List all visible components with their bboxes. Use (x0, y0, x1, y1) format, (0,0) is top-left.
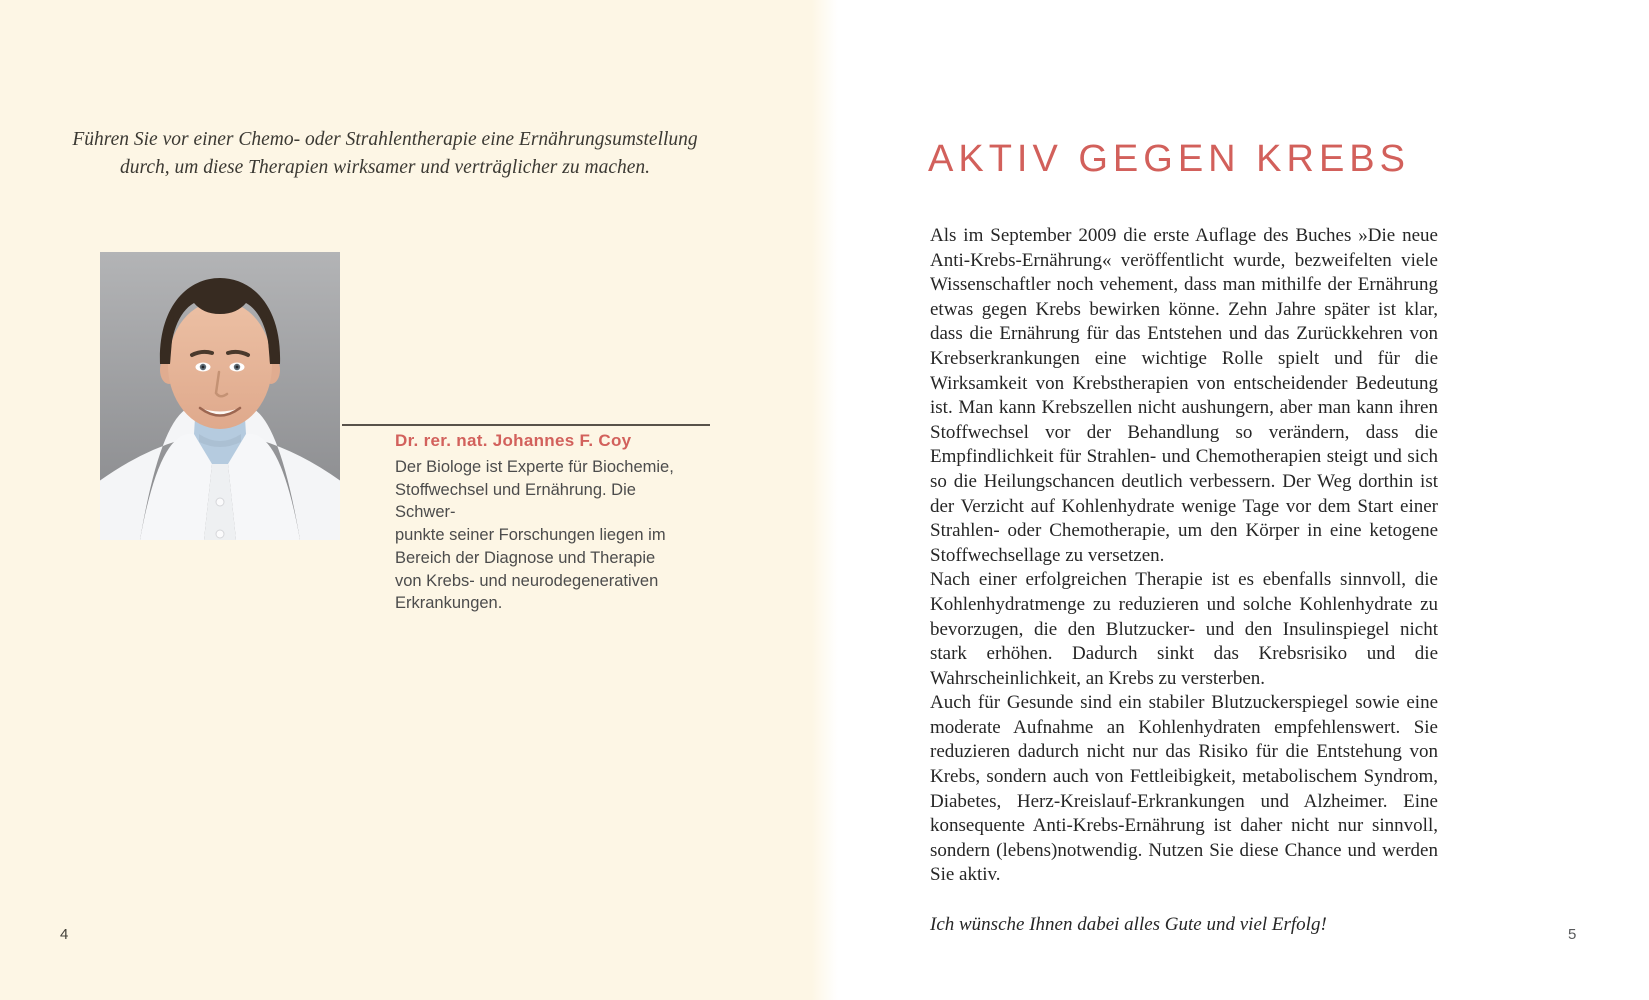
author-bio-line: von Krebs- und neurodegenerativen (395, 571, 659, 590)
page-number-right: 5 (1568, 926, 1577, 943)
author-name: Dr. rer. nat. Johannes F. Coy (395, 431, 632, 450)
chapter-paragraph: Nach einer erfolgreichen Therapie ist es ebenfalls sinnvoll, die Kohlenhydratmenge zu reduzieren und solche Kohlenhydrate zu bevorzugen, die den Blutzucker- und den Insulinspiegel nicht stark erhöhen. Dadurch sinkt das Krebsrisiko und die Wahrscheinlichkeit, an Krebs zu versterben. (930, 569, 1438, 689)
intro-quote: Führen Sie vor einer Chemo- oder Strahlentherapie eine Ernährungsumstellung durch, um diese Therapien wirksamer und verträglicher zu machen. (72, 129, 698, 178)
divider-line (342, 424, 710, 426)
author-bio-line: Erkrankungen. (395, 594, 503, 613)
author-bio-line: Stoffwechsel und Ernährung. Die Schwer- (395, 480, 636, 522)
page-gutter (812, 0, 838, 1000)
author-bio-line: Der Biologe ist Experte für Biochemie, (395, 458, 674, 476)
chapter-paragraph: Auch für Gesunde sind ein stabiler Blutzuckerspiegel sowie eine moderate Aufnahme an Kohlenhydraten empfehlenswert. Sie reduzieren dadurch nicht nur das Risiko für die Entstehung von Krebs, sondern auch von Fettleibigkeit, metabolischem Syndrom, Diabetes, Herz-Kreislauf-Erkrankungen und Alzheimer. Eine konsequente Anti-Krebs-Ernährung ist daher nicht nur sinnvoll, sondern (lebens)notwendig. Nutzen Sie diese Chance und werden Sie aktiv. (930, 692, 1438, 886)
author-bio (395, 456, 695, 615)
portrait-illustration (100, 252, 340, 540)
closing-line: Ich wünsche Ihnen dabei alles Gute und viel Erfolg! (930, 914, 1327, 936)
page-number-left: 4 (60, 926, 69, 943)
chapter-title: AKTIV GEGEN KREBS (928, 138, 1410, 180)
chapter-body (930, 224, 1438, 938)
author-bio-line: punkte seiner Forschungen liegen im (395, 526, 666, 545)
chapter-paragraph: Als im September 2009 die erste Auflage des Buches »Die neue Anti-Krebs-Ernährung« veröffentlicht wurde, bezweifelten viele Wissenschaftler noch vehement, dass man mithilfe der Ernährung etwas gegen Krebs bewirken könne. Zehn Jahre später ist klar, dass die Ernährung für das Entstehen und das Zurückkehren von Krebserkrankungen eine wichtige Rolle spielt und für die Wirksamkeit von Krebstherapien von entscheidender Bedeutung ist. Man kann Krebszellen nicht aushungern, aber man kann ihren Stoffwechsel vor der Behandlung so verändern, dass die Empfindlichkeit für Strahlen- und Chemotherapien steigt und sich so die Heilungschancen deutlich verbessern. Der Weg dorthin ist der Verzicht auf Kohlenhydrate wenige Tage vor dem Start einer Strahlen- oder Chemotherapie, um den Körper in eine ketogene Stoffwechsellage zu versetzen. (930, 225, 1438, 566)
author-photo (100, 252, 340, 540)
author-bio-line: Bereich der Diagnose und Therapie (395, 548, 656, 567)
